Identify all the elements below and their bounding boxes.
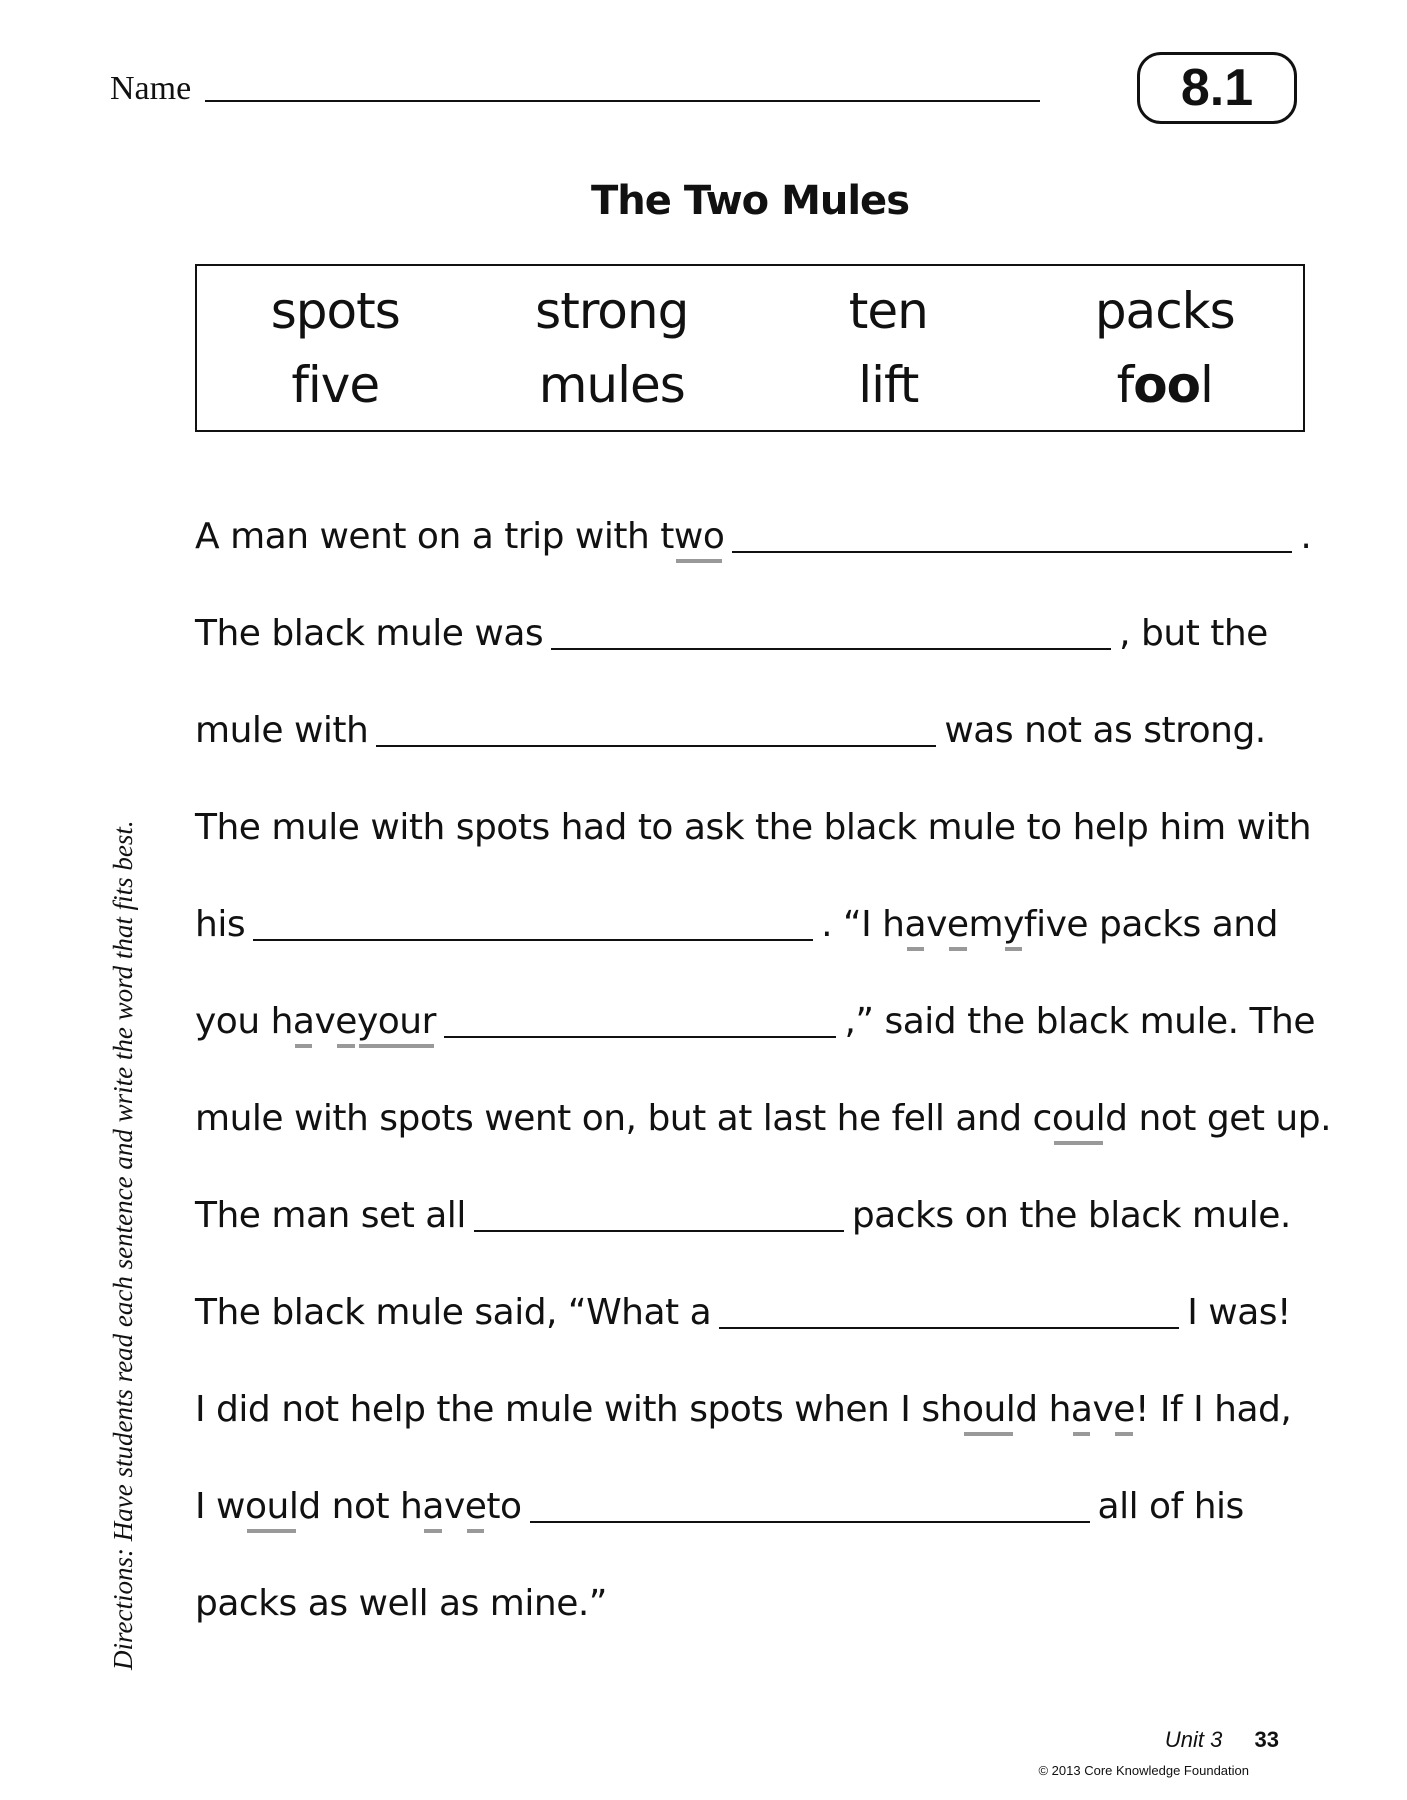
text: The black mule was <box>195 613 544 654</box>
digraph-marked: a <box>905 893 927 957</box>
word-part: l <box>1199 356 1213 414</box>
story-line-5 <box>195 893 1315 990</box>
word-bank-word: strong <box>535 282 689 340</box>
answer-blank-3[interactable] <box>376 699 936 747</box>
digraph-marked: a <box>422 1475 444 1539</box>
word-part: f <box>1116 356 1134 414</box>
name-row <box>110 70 1040 108</box>
text: m <box>968 904 1004 945</box>
text: packs as well as mine.” <box>195 1583 607 1624</box>
digraph-marked: your <box>357 990 436 1054</box>
text: I was! <box>1187 1292 1291 1333</box>
text: five packs and <box>1023 904 1278 945</box>
word-bank <box>195 264 1305 432</box>
text: The black mule said, “What a <box>195 1292 712 1333</box>
name-label: Name <box>110 70 192 107</box>
story-line-2 <box>195 602 1315 699</box>
text: v <box>443 1486 465 1527</box>
text: v <box>1092 1389 1114 1430</box>
story-line-4 <box>195 796 1315 893</box>
unit-label: Unit 3 <box>1164 1727 1223 1752</box>
answer-blank-7[interactable] <box>719 1281 1179 1329</box>
word-bank-word-fool <box>1027 348 1304 422</box>
lesson-number-badge: 8.1 <box>1137 52 1297 124</box>
digraph-marked: e <box>1113 1378 1135 1442</box>
text: his <box>195 904 246 945</box>
digraph-marked: e <box>335 990 357 1054</box>
text: mule with spots went on, but at last he fell and c <box>195 1098 1052 1139</box>
text: A man went on a trip with t <box>195 516 674 557</box>
copyright-notice: © 2013 Core Knowledge Foundation <box>1038 1763 1249 1778</box>
directions-text: Directions: Have students read each sentence and write the word that fits best. <box>108 820 138 1670</box>
digraph-marked: a <box>293 990 315 1054</box>
text: you h <box>195 1001 293 1042</box>
text: . <box>1300 516 1312 557</box>
text: packs on the black mule. <box>851 1195 1291 1236</box>
name-field[interactable] <box>205 100 1040 102</box>
digraph-marked: a <box>1071 1378 1093 1442</box>
answer-blank-6[interactable] <box>474 1184 844 1232</box>
story-line-1 <box>195 505 1315 602</box>
answer-blank-5[interactable] <box>444 990 837 1038</box>
text: was not as strong. <box>944 710 1266 751</box>
word-bank-word: lift <box>858 356 919 414</box>
digraph-marked: oul <box>1052 1087 1105 1151</box>
digraph-marked: oul <box>962 1378 1015 1442</box>
text: . “I h <box>821 904 905 945</box>
story-line-9 <box>195 1281 1315 1378</box>
text: I w <box>195 1486 246 1527</box>
story-line-3 <box>195 699 1315 796</box>
text: all of his <box>1097 1486 1244 1527</box>
text: v <box>926 904 947 945</box>
story-line-8 <box>195 1184 1315 1281</box>
story-line-11 <box>195 1475 1315 1572</box>
digraph-marked: y <box>1003 893 1024 957</box>
answer-blank-2[interactable] <box>551 602 1111 650</box>
text: mule with <box>195 710 369 751</box>
text: , but the <box>1119 613 1268 654</box>
text: d not get up. <box>1105 1098 1332 1139</box>
page-number: 33 <box>1254 1727 1279 1752</box>
text: ,” said the black mule. The <box>844 1001 1315 1042</box>
word-bank-word: packs <box>1094 282 1235 340</box>
text: ! If I had, <box>1134 1389 1292 1430</box>
word-bank-word: five <box>291 356 380 414</box>
story-passage <box>195 505 1332 1669</box>
page-title: The Two Mules <box>591 178 909 224</box>
text: v <box>314 1001 336 1042</box>
text: The man set all <box>195 1195 466 1236</box>
text: I did not help the mule with spots when I sh <box>195 1389 962 1430</box>
story-line-6 <box>195 990 1315 1087</box>
story-line-7 <box>195 1087 1332 1184</box>
word-bank-word: mules <box>538 356 685 414</box>
story-line-12 <box>195 1572 1315 1669</box>
footer-page-info <box>1165 1727 1279 1753</box>
answer-blank-8[interactable] <box>530 1475 1090 1523</box>
word-bank-word: spots <box>270 282 400 340</box>
word-part-bold: oo <box>1133 356 1200 414</box>
digraph-marked: e <box>465 1475 487 1539</box>
answer-blank-4[interactable] <box>253 893 813 941</box>
digraph-marked: e <box>947 893 969 957</box>
digraph-marked: oul <box>245 1475 298 1539</box>
text: to <box>486 1486 522 1527</box>
text: d h <box>1015 1389 1071 1430</box>
answer-blank-1[interactable] <box>732 505 1292 553</box>
digraph-marked: wo <box>674 505 724 569</box>
text: d not h <box>298 1486 423 1527</box>
word-bank-word: ten <box>848 282 928 340</box>
story-line-10 <box>195 1378 1315 1475</box>
text: The mule with spots had to ask the black mule to help him with <box>195 807 1312 848</box>
